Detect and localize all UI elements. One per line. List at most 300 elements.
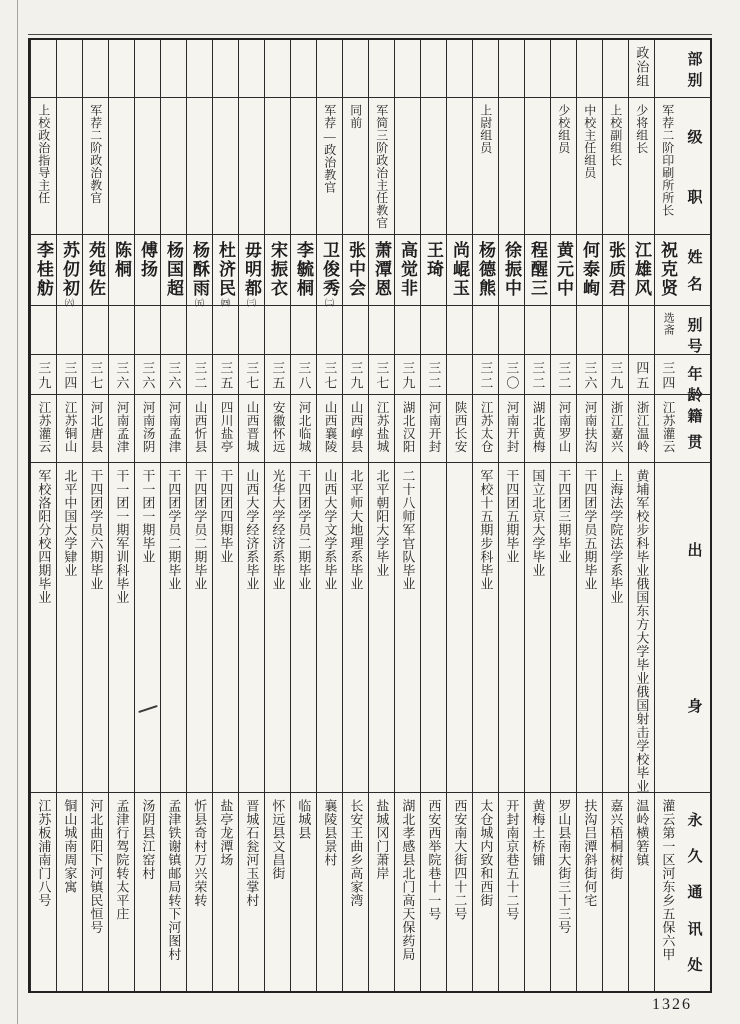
- age-text: 三六: [582, 361, 598, 391]
- header-background: [680, 463, 710, 793]
- origin-text: 河南孟津: [115, 401, 130, 453]
- person-column-1: [654, 40, 680, 991]
- cell-origin: [655, 395, 680, 463]
- cell-origin: [473, 395, 498, 463]
- cell-origin: [57, 395, 82, 463]
- origin-text: 河北唐县: [89, 401, 104, 453]
- age-text: 三五: [270, 361, 286, 391]
- cell-rank: [187, 98, 212, 235]
- cell-address: [109, 793, 134, 991]
- cell-rank: [629, 98, 654, 235]
- cell-unit: [317, 40, 342, 98]
- cell-alias: [499, 306, 524, 355]
- header-char: 姓: [687, 250, 703, 266]
- cell-alias: [577, 306, 602, 355]
- scan-edge: [17, 0, 18, 1024]
- age-text: 三六: [166, 361, 182, 391]
- cell-origin: [265, 395, 290, 463]
- address-text: 长安王曲乡高家湾: [348, 799, 364, 907]
- cell-alias: [265, 306, 290, 355]
- cell-address: [343, 793, 368, 991]
- origin-text: 山西晋城: [245, 401, 260, 453]
- cell-origin: [421, 395, 446, 463]
- name-text: 张质君: [606, 241, 625, 298]
- name-text: 杜济民㈣: [216, 241, 235, 307]
- rank-text: 上校政治指导主任: [36, 104, 51, 204]
- person-column-7: [498, 40, 524, 991]
- header-char: 别: [687, 318, 703, 334]
- cell-unit: [655, 40, 680, 98]
- cell-name: [291, 235, 316, 306]
- cell-address: [577, 793, 602, 991]
- cell-origin: [499, 395, 524, 463]
- age-text: 三七: [322, 361, 338, 391]
- name-annotation: ㈡: [324, 298, 334, 307]
- rank-text: 同前: [348, 104, 363, 129]
- cell-address: [525, 793, 550, 991]
- background-text: 山西大学经济系毕业: [244, 469, 260, 591]
- cell-age: [291, 355, 316, 395]
- cell-address: [447, 793, 472, 991]
- age-text: 三二: [426, 361, 442, 391]
- age-text: 三二: [530, 361, 546, 391]
- background-text: 二十八师军官队毕业: [400, 469, 416, 591]
- age-text: 三九: [36, 361, 52, 391]
- age-text: 三四: [62, 361, 78, 391]
- rank-text: 军荐—政治教官: [322, 104, 337, 194]
- origin-text: 河南开封: [427, 401, 442, 453]
- cell-background: [369, 463, 394, 793]
- origin-text: 山西崞县: [349, 401, 364, 453]
- cell-unit: [551, 40, 576, 98]
- cell-name: [265, 235, 290, 306]
- cell-alias: [447, 306, 472, 355]
- rank-text: 上校副组长: [608, 104, 623, 167]
- cell-background: [83, 463, 108, 793]
- background-text: 军校十五期步科毕业: [478, 469, 494, 591]
- origin-text: 湖北黄梅: [531, 401, 546, 453]
- personnel-roster-table: [28, 38, 712, 993]
- address-text: 西安南大街四十二号: [452, 799, 468, 921]
- address-text: 太仓城内致和西街: [478, 799, 494, 907]
- origin-text: 浙江温岭: [635, 401, 650, 453]
- cell-background: [655, 463, 680, 793]
- origin-text: 江苏灌云: [37, 401, 52, 453]
- cell-rank: [161, 98, 186, 235]
- cell-name: [83, 235, 108, 306]
- person-column-17: [238, 40, 264, 991]
- cell-rank: [239, 98, 264, 235]
- name-text: 祝克贤: [658, 241, 677, 298]
- cell-address: [421, 793, 446, 991]
- age-text: 三〇: [504, 361, 520, 391]
- rank-text: 少校组员: [556, 104, 571, 154]
- cell-unit: [473, 40, 498, 98]
- cell-origin: [395, 395, 420, 463]
- cell-alias: [291, 306, 316, 355]
- cell-address: [161, 793, 186, 991]
- person-column-11: [394, 40, 420, 991]
- cell-background: [577, 463, 602, 793]
- cell-address: [603, 793, 628, 991]
- cell-rank: [265, 98, 290, 235]
- address-text: 怀远县文昌街: [270, 799, 286, 880]
- header-char: 久: [687, 849, 703, 866]
- cell-name: [395, 235, 420, 306]
- rank-text: 军荐二阶印刷所所长: [660, 104, 675, 217]
- name-text: 杨酥雨㈤: [190, 241, 209, 307]
- cell-origin: [109, 395, 134, 463]
- cell-age: [525, 355, 550, 395]
- cell-origin: [525, 395, 550, 463]
- age-text: 三九: [608, 361, 624, 391]
- name-text: 王琦: [424, 241, 443, 279]
- background-text: 干一团一期毕业: [140, 469, 156, 564]
- cell-background: [239, 463, 264, 793]
- cell-rank: [291, 98, 316, 235]
- cell-rank: [421, 98, 446, 235]
- cell-age: [265, 355, 290, 395]
- background-text: 北平师大地理系毕业: [348, 469, 364, 591]
- header-char: 出: [687, 542, 703, 559]
- rank-text: 军简三阶政治主任教官: [374, 104, 389, 229]
- cell-rank: [57, 98, 82, 235]
- cell-address: [83, 793, 108, 991]
- cell-name: [187, 235, 212, 306]
- cell-age: [395, 355, 420, 395]
- cell-age: [239, 355, 264, 395]
- background-text: 干四团学员六期毕业: [88, 469, 104, 591]
- name-text: 徐振中: [502, 241, 521, 298]
- cell-address: [213, 793, 238, 991]
- cell-age: [551, 355, 576, 395]
- background-text: 军校洛阳分校四期毕业: [36, 469, 52, 604]
- person-column-8: [472, 40, 498, 991]
- name-text: 何泰峋: [580, 241, 599, 298]
- cell-origin: [291, 395, 316, 463]
- cell-unit: [603, 40, 628, 98]
- age-text: 三九: [348, 361, 364, 391]
- header-char: 永: [687, 812, 703, 829]
- cell-name: [135, 235, 160, 306]
- unit-text: 政治组: [634, 46, 650, 88]
- origin-text: 湖北汉阳: [401, 401, 416, 453]
- page-number: 1326: [652, 996, 692, 1013]
- address-text: 西安西举院巷十一号: [426, 799, 442, 921]
- cell-background: [499, 463, 524, 793]
- name-text: 李毓桐: [294, 241, 313, 298]
- cell-rank: [525, 98, 550, 235]
- cell-origin: [603, 395, 628, 463]
- address-text: 灌云第一区河东乡五保六甲: [660, 799, 676, 961]
- person-column-9: [446, 40, 472, 991]
- cell-address: [31, 793, 56, 991]
- cell-rank: [395, 98, 420, 235]
- header-char: 籍: [687, 409, 703, 426]
- age-text: 三五: [218, 361, 234, 391]
- header-age: [680, 355, 710, 404]
- address-text: 汤阴县江窑村: [140, 799, 156, 880]
- cell-origin: [551, 395, 576, 463]
- header-alias: [680, 306, 710, 355]
- background-text: 干四团三期毕业: [556, 469, 572, 564]
- address-text: 盐城冈门萧岸: [374, 799, 390, 880]
- person-column-22: [108, 40, 134, 991]
- cell-alias: [629, 306, 654, 355]
- cell-name: [447, 235, 472, 306]
- address-text: 河北曲阳下河镇民恒号: [88, 799, 104, 934]
- name-text: 卫俊秀㈡: [320, 241, 339, 307]
- cell-unit: [265, 40, 290, 98]
- age-text: 三四: [660, 361, 676, 391]
- header-char: 龄: [687, 388, 703, 404]
- cell-alias: [135, 306, 160, 355]
- background-text: 干四团四期毕业: [218, 469, 234, 564]
- cell-address: [655, 793, 680, 991]
- person-column-14: [316, 40, 342, 991]
- cell-alias: [187, 306, 212, 355]
- alias-text: 选斋: [662, 312, 675, 336]
- cell-background: [291, 463, 316, 793]
- cell-unit: [83, 40, 108, 98]
- cell-rank: [369, 98, 394, 235]
- background-text: 国立北京大学毕业: [530, 469, 546, 577]
- cell-address: [57, 793, 82, 991]
- origin-text: 江苏太仓: [479, 401, 494, 453]
- header-char: 通: [687, 885, 703, 902]
- address-text: 扶沟吕潭斜街何宅: [582, 799, 598, 907]
- cell-origin: [83, 395, 108, 463]
- cell-name: [421, 235, 446, 306]
- cell-origin: [577, 395, 602, 463]
- cell-name: [655, 235, 680, 306]
- background-text: 干四团学员二期毕业: [192, 469, 208, 591]
- name-text: 黄元中: [554, 241, 573, 298]
- cell-address: [317, 793, 342, 991]
- address-text: 黄梅土桥铺: [530, 799, 546, 867]
- cell-rank: [473, 98, 498, 235]
- address-text: 忻县奇村万兴荣转: [192, 799, 208, 907]
- person-column-21: [134, 40, 160, 991]
- cell-address: [499, 793, 524, 991]
- header-char: 处: [687, 958, 703, 975]
- cell-origin: [187, 395, 212, 463]
- cell-alias: [239, 306, 264, 355]
- cell-name: [239, 235, 264, 306]
- cell-unit: [577, 40, 602, 98]
- origin-text: 河南开封: [505, 401, 520, 453]
- name-text: 毋明都㈢: [242, 241, 261, 307]
- address-text: 江苏板浦南门八号: [36, 799, 52, 907]
- name-text: 苏仞初㈥: [60, 241, 79, 307]
- header-char: 年: [687, 367, 703, 383]
- cell-age: [447, 355, 472, 395]
- cell-name: [499, 235, 524, 306]
- address-text: 孟津行驾院转太平庄: [114, 799, 130, 921]
- person-column-24: [56, 40, 82, 991]
- cell-rank: [213, 98, 238, 235]
- origin-text: 山西忻县: [193, 401, 208, 453]
- cell-age: [473, 355, 498, 395]
- origin-text: 河北临城: [297, 401, 312, 453]
- cell-rank: [447, 98, 472, 235]
- cell-name: [551, 235, 576, 306]
- cell-alias: [525, 306, 550, 355]
- cell-name: [525, 235, 550, 306]
- cell-alias: [421, 306, 446, 355]
- address-text: 盐亭龙潭场: [218, 799, 234, 867]
- cell-background: [213, 463, 238, 793]
- age-text: 三二: [192, 361, 208, 391]
- cell-alias: [317, 306, 342, 355]
- origin-text: 浙江嘉兴: [609, 401, 624, 453]
- name-text: 程醒三: [528, 241, 547, 298]
- name-annotation: ㈤: [194, 298, 204, 307]
- age-text: 三七: [374, 361, 390, 391]
- header-rank: [680, 98, 710, 235]
- name-annotation: ㈢: [246, 298, 256, 307]
- address-text: 临城县: [296, 799, 312, 840]
- name-text: 李桂舫: [34, 241, 53, 298]
- header-char: 身: [687, 699, 703, 716]
- cell-name: [343, 235, 368, 306]
- cell-age: [369, 355, 394, 395]
- background-text: 黄埔军校步科毕业俄国东方大学毕业俄国射击学校毕业: [634, 469, 650, 793]
- header-char: 贯: [687, 434, 703, 451]
- person-column-2: [628, 40, 654, 991]
- cell-name: [603, 235, 628, 306]
- age-text: 三七: [88, 361, 104, 391]
- origin-text: 江苏盐城: [375, 401, 390, 453]
- header-char: 级: [687, 129, 703, 146]
- age-text: 三八: [296, 361, 312, 391]
- origin-text: 河南汤阴: [141, 401, 156, 453]
- name-text: 杨国超: [164, 241, 183, 298]
- cell-age: [213, 355, 238, 395]
- cell-unit: [421, 40, 446, 98]
- cell-unit: [447, 40, 472, 98]
- cell-unit: [291, 40, 316, 98]
- person-column-15: [290, 40, 316, 991]
- person-column-10: [420, 40, 446, 991]
- cell-background: [265, 463, 290, 793]
- cell-age: [343, 355, 368, 395]
- cell-rank: [83, 98, 108, 235]
- name-text: 江雄风: [632, 241, 651, 298]
- name-text: 张中会: [346, 241, 365, 298]
- cell-rank: [343, 98, 368, 235]
- cell-unit: [499, 40, 524, 98]
- cell-alias: [343, 306, 368, 355]
- cell-alias: [161, 306, 186, 355]
- address-text: 温岭横箬镇: [634, 799, 650, 867]
- origin-text: 河南扶沟: [583, 401, 598, 453]
- cell-name: [629, 235, 654, 306]
- header-char: 职: [687, 189, 703, 206]
- cell-rank: [551, 98, 576, 235]
- age-text: 三九: [400, 361, 416, 391]
- age-text: 三六: [114, 361, 130, 391]
- person-column-6: [524, 40, 550, 991]
- name-text: 杨德熊: [476, 241, 495, 298]
- cell-address: [629, 793, 654, 991]
- cell-name: [213, 235, 238, 306]
- cell-unit: [395, 40, 420, 98]
- cell-age: [161, 355, 186, 395]
- cell-age: [317, 355, 342, 395]
- person-column-19: [186, 40, 212, 991]
- cell-unit: [629, 40, 654, 98]
- cell-name: [109, 235, 134, 306]
- cell-background: [551, 463, 576, 793]
- cell-age: [31, 355, 56, 395]
- address-text: 湖北孝感县北门高天保药局: [400, 799, 416, 961]
- cell-alias: [369, 306, 394, 355]
- cell-origin: [369, 395, 394, 463]
- cell-unit: [369, 40, 394, 98]
- age-text: 三六: [140, 361, 156, 391]
- header-name: [680, 235, 710, 306]
- name-annotation: ㈣: [220, 298, 230, 307]
- cell-alias: [395, 306, 420, 355]
- cell-background: [161, 463, 186, 793]
- cell-age: [499, 355, 524, 395]
- cell-unit: [343, 40, 368, 98]
- name-text: 萧潭恩: [372, 241, 391, 298]
- cell-alias: [655, 306, 680, 355]
- cell-address: [265, 793, 290, 991]
- cell-unit: [135, 40, 160, 98]
- person-column-5: [550, 40, 576, 991]
- person-column-20: [160, 40, 186, 991]
- cell-rank: [577, 98, 602, 235]
- cell-name: [161, 235, 186, 306]
- cell-address: [135, 793, 160, 991]
- cell-name: [31, 235, 56, 306]
- name-text: 高觉非: [398, 241, 417, 298]
- cell-origin: [343, 395, 368, 463]
- cell-rank: [109, 98, 134, 235]
- cell-alias: [109, 306, 134, 355]
- background-text: 北平朝阳大学毕业: [374, 469, 390, 577]
- cell-address: [395, 793, 420, 991]
- person-column-13: [342, 40, 368, 991]
- origin-text: 四川盐亭: [219, 401, 234, 453]
- cell-alias: [551, 306, 576, 355]
- background-text: 北平中国大学肄业: [62, 469, 78, 577]
- header-origin: [680, 395, 710, 463]
- cell-address: [551, 793, 576, 991]
- cell-origin: [213, 395, 238, 463]
- age-text: 三七: [244, 361, 260, 391]
- cell-age: [577, 355, 602, 395]
- cell-alias: [213, 306, 238, 355]
- background-text: 干四团五期毕业: [504, 469, 520, 564]
- cell-origin: [135, 395, 160, 463]
- cell-age: [187, 355, 212, 395]
- person-column-4: [576, 40, 602, 991]
- cell-rank: [135, 98, 160, 235]
- cell-name: [369, 235, 394, 306]
- name-text: 苑纯佐: [86, 241, 105, 298]
- cell-age: [603, 355, 628, 395]
- cell-name: [57, 235, 82, 306]
- name-text: 傅扬: [138, 241, 157, 279]
- name-text: 尚崐玉: [450, 241, 469, 298]
- person-column-18: [212, 40, 238, 991]
- age-text: 三二: [478, 361, 494, 391]
- rank-text: 少将组长: [634, 104, 649, 154]
